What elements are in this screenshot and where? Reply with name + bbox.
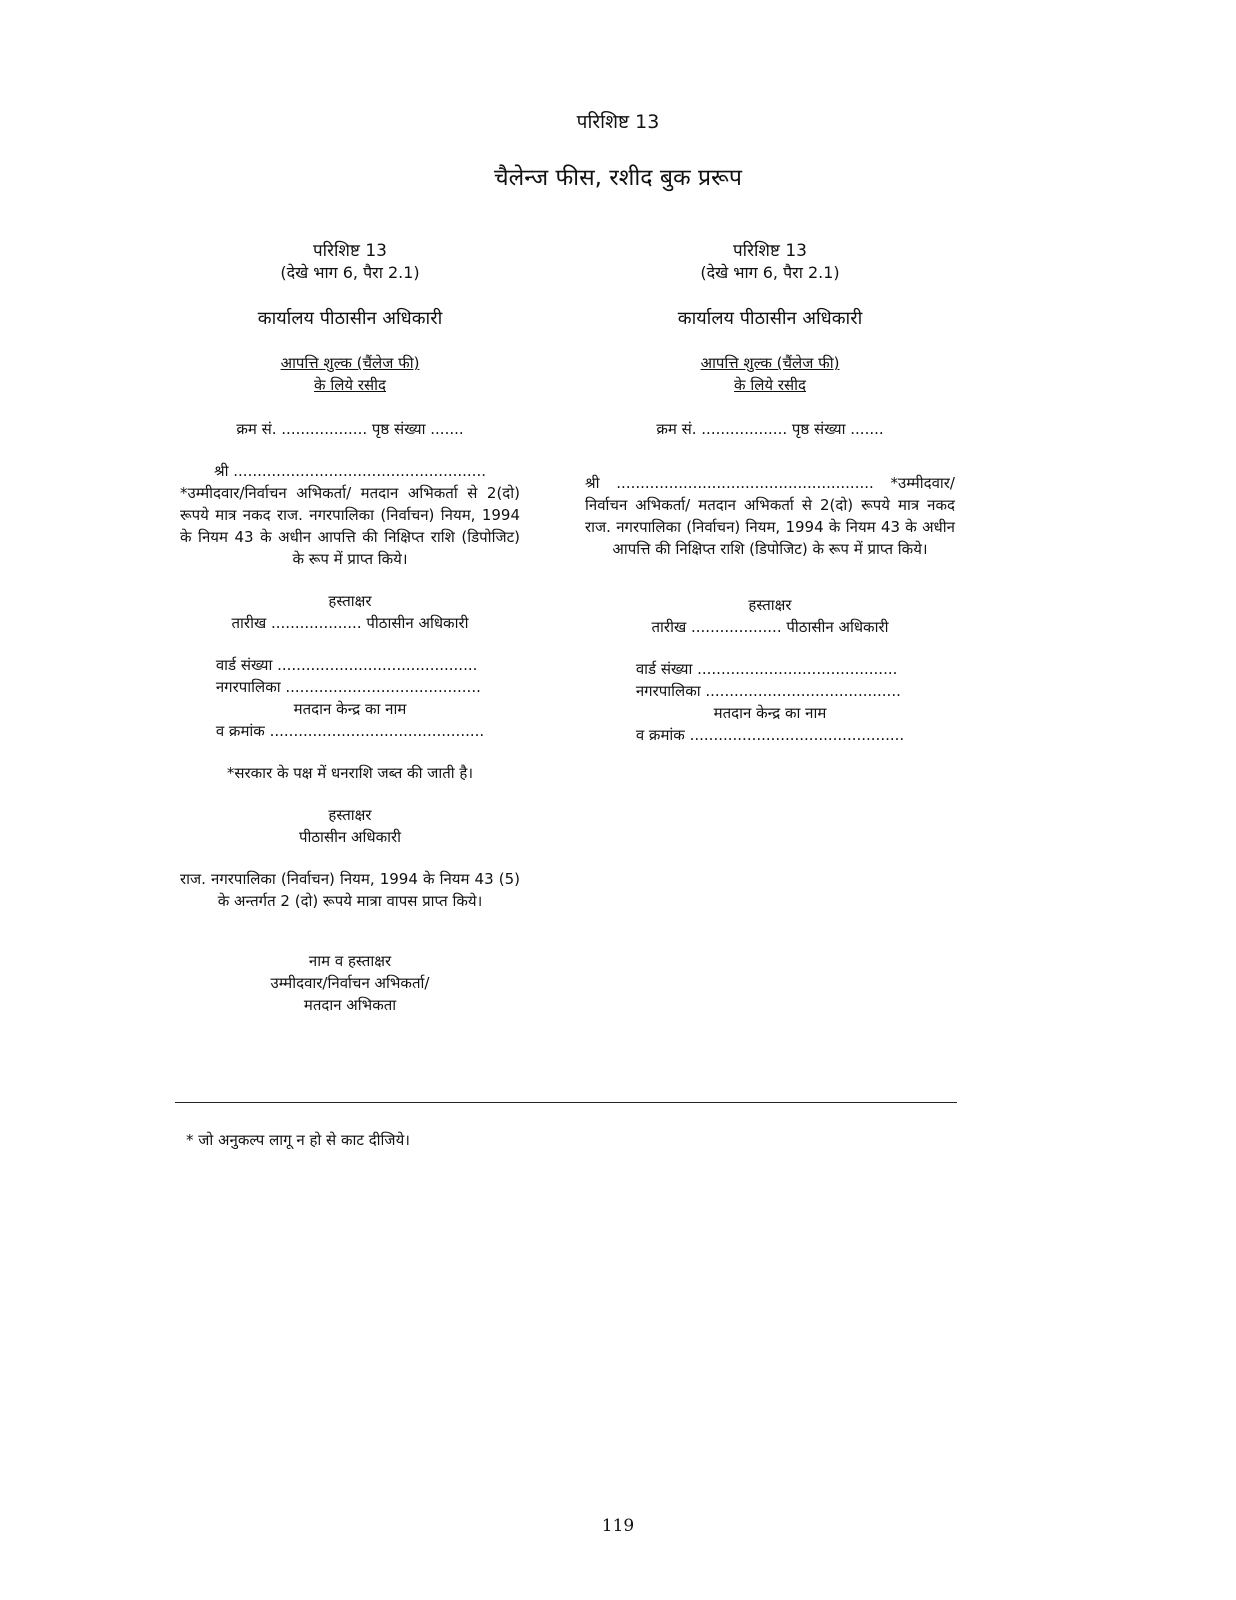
appendix-label: परिशिष्ट 13 [313, 241, 387, 261]
appendix-reference: (देखे भाग 6, पैरा 2.1) [700, 263, 840, 282]
footnote: * जो अनुकल्प लागू न हो से काट दीजिये। [186, 1131, 410, 1149]
candidate-agent-line: उम्मीदवार/निर्वाचन अभिकर्ता/ [270, 974, 430, 992]
receipt-heading-line2: के लिये रसीद [734, 376, 806, 394]
signature-label-2: हस्ताक्षर [328, 806, 372, 824]
receipt-counterfoil-right [585, 240, 955, 746]
booth-name-line: मतदान केन्द्र का नाम [293, 700, 407, 718]
receipt-heading [585, 352, 955, 396]
receipt-heading [180, 352, 520, 396]
page-number: 119 [601, 1516, 635, 1536]
date-officer-line: तारीख ................... पीठासीन अधिकारी [231, 614, 469, 632]
shri-line: श्री ..................................................... [214, 462, 486, 480]
booth-name-line: मतदान केन्द्र का नाम [713, 704, 827, 722]
page-subtitle: चैलेन्ज फीस, रशीद बुक प्ररूप [494, 165, 742, 191]
booth-number-line: व क्रमांक ............................................. [635, 726, 905, 744]
date-officer-line: तारीख ................... पीठासीन अधिकारी [651, 618, 889, 636]
polling-agent-line: मतदान अभिकता [303, 996, 397, 1014]
refund-text: राज. नगरपालिका (निर्वाचन) नियम, 1994 के नियम 43 (5) के अन्तर्गत 2 (दो) रूपये मात्रा वापस प्राप्त किये। [180, 870, 520, 910]
signature-label: हस्ताक्षर [748, 596, 792, 614]
ward-number-line: वार्ड संख्या .......................................... [635, 660, 898, 678]
page-title: परिशिष्ट 13 [576, 111, 660, 133]
office-heading: कार्यालय पीठासीन अधिकारी [677, 308, 863, 329]
ward-number-line: वार्ड संख्या .......................................... [215, 656, 478, 674]
serial-page-line: क्रम सं. .................. पृष्ठ संख्या ....... [236, 420, 464, 438]
receipt-heading-line1: आपत्ति शुल्क (चैंलेज फी) [280, 354, 420, 372]
footnote-divider [175, 1102, 957, 1103]
municipality-line: नगरपालिका ......................................... [635, 682, 901, 700]
receipt-heading-line1: आपत्ति शुल्क (चैंलेज फी) [700, 354, 840, 372]
receipt-body: श्री ...................................................... *उम्मीदवार/ निर्वाचन अभिकर्ता/ मतदान अभिकर्ता से 2(दो) रूपये मात्र नकद राज. नगरपालिका (निर्वाचन) नियम, 1994 के नियम 43 के अधीन आपत्ति की निक्षिप्त राशि (डिपोजिट) के रूप में प्राप्त किये। [585, 474, 955, 558]
appendix-reference: (देखे भाग 6, पैरा 2.1) [280, 263, 420, 282]
receipt-counterfoil-left [180, 240, 520, 1016]
ward-block [216, 654, 484, 742]
signature-label: हस्ताक्षर [328, 592, 372, 610]
officer-label-2: पीठासीन अधिकारी [298, 828, 402, 846]
office-heading: कार्यालय पीठासीन अधिकारी [257, 308, 443, 329]
receipt-body: *उम्मीदवार/निर्वाचन अभिकर्ता/ मतदान अभिकर्ता से 2(दो) रूपये मात्र नकद राज. नगरपालिका (निर्वाचन) नियम, 1994 के नियम 43 के अधीन आपत्ति की निक्षिप्त राशि (डिपोजिट) के रूप में प्राप्त किये। [180, 484, 520, 568]
name-signature-label: नाम व हस्ताक्षर [308, 952, 392, 970]
booth-number-line: व क्रमांक ............................................. [215, 722, 485, 740]
ward-block [636, 658, 904, 746]
appendix-label: परिशिष्ट 13 [733, 241, 807, 261]
receipt-heading-line2: के लिये रसीद [314, 376, 386, 394]
municipality-line: नगरपालिका ......................................... [215, 678, 481, 696]
serial-page-line: क्रम सं. .................. पृष्ठ संख्या ....... [656, 420, 884, 438]
forfeit-note: *सरकार के पक्ष में धनराशि जब्त की जाती है। [226, 764, 474, 782]
